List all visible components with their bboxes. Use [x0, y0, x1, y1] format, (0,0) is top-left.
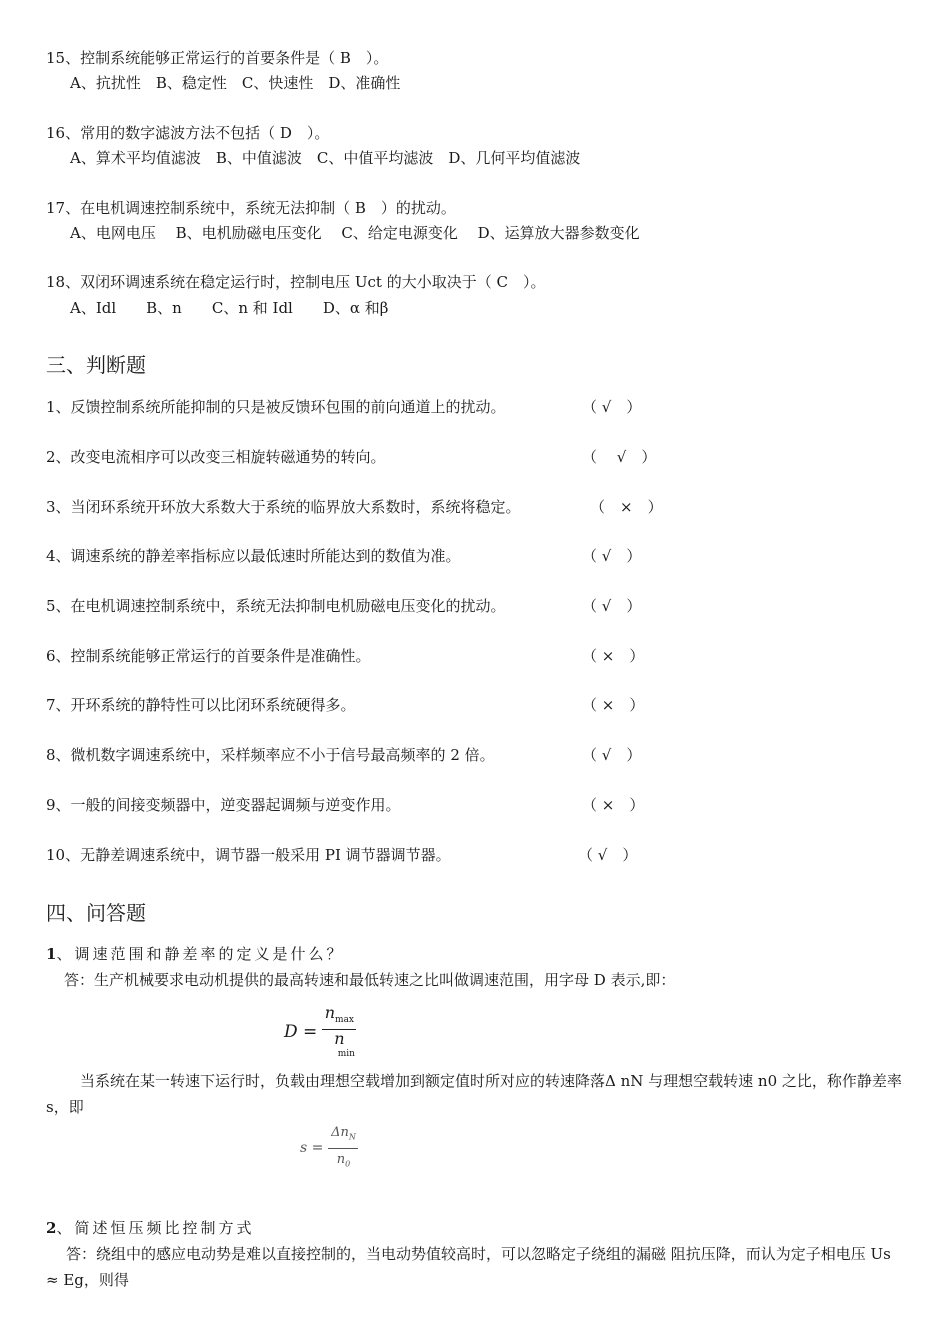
section-title-judgement: 三、判断题: [46, 353, 146, 377]
formula-1-lhs: D =: [284, 1022, 318, 1043]
tf-item-5: 5、在电机调速控制系统中，系统无法抑制电机励磁电压变化的扰动。: [46, 597, 506, 615]
tf-mark-7: （ × ）: [582, 696, 645, 714]
tf-item-1: 1、反馈控制系统所能抑制的只是被反馈环包围的前向通道上的扰动。: [46, 398, 506, 416]
qa-1-title-text: 、调速范围和静差率的定义是什么？: [56, 945, 345, 963]
formula-static-error: [300, 1124, 358, 1172]
question-16-options: A、算术平均值滤波 B、中值滤波 C、中值平均滤波 D、几何平均值滤波: [70, 149, 581, 167]
question-16: 16、常用的数字滤波方法不包括（ D ）。: [46, 124, 330, 142]
tf-mark-10: （ √ ）: [578, 846, 638, 864]
tf-item-7: 7、开环系统的静特性可以比闭环系统硬得多。: [46, 696, 356, 714]
question-18: 18、双闭环调速系统在稳定运行时，控制电压 Uct 的大小取决于（ C ）。: [46, 273, 546, 291]
tf-mark-2: （ √ ）: [582, 448, 657, 466]
tf-mark-4: （ √ ）: [582, 547, 642, 565]
tf-item-2: 2、改变电流相序可以改变三相旋转磁通势的转向。: [46, 448, 386, 466]
qa-1-number: 1: [46, 945, 57, 963]
tf-mark-8: （ √ ）: [582, 746, 642, 764]
qa-2-title-text: 、简述恒压频比控制方式: [56, 1219, 255, 1237]
formula-1-den: n: [334, 1029, 345, 1049]
tf-mark-9: （ × ）: [582, 796, 645, 814]
formula-1-fraction: [322, 1004, 356, 1060]
formula-2-den: n: [336, 1151, 346, 1167]
tf-mark-5: （ √ ）: [582, 597, 642, 615]
tf-item-10: 10、无静差调速系统中，调节器一般采用 PI 调节器调节器。: [46, 846, 451, 864]
tf-item-9: 9、一般的间接变频器中，逆变器起调频与逆变作用。: [46, 796, 401, 814]
tf-item-8: 8、微机数字调速系统中，采样频率应不小于信号最高频率的 2 倍。: [46, 746, 495, 764]
formula-2-bar: [328, 1148, 358, 1149]
formula-1-den-sub: min: [337, 1049, 355, 1060]
formula-2-num-sub: N: [348, 1132, 356, 1142]
question-17-options: A、电网电压 B、电机励磁电压变化 C、给定电源变化 D、运算放大器参数变化: [70, 224, 640, 242]
formula-1-num-sub: max: [335, 1015, 355, 1026]
tf-mark-1: （ √ ）: [582, 398, 642, 416]
qa-2-answer-1: 答：绕组中的感应电动势是难以直接控制的，当电动势值较高时，可以忽略定子绕组的漏磁 阻抗压降，而认为定子相电压 Us ≈ Eg，则得: [46, 1245, 891, 1289]
tf-mark-3: （ × ）: [590, 498, 663, 516]
question-17: 17、在电机调速控制系统中，系统无法抑制（ B ）的扰动。: [46, 199, 456, 217]
tf-item-3: 3、当闭环系统开环放大系数大于系统的临界放大系数时，系统将稳定。: [46, 498, 521, 516]
section-title-qa: 四、问答题: [46, 901, 146, 925]
tf-item-6: 6、控制系统能够正常运行的首要条件是准确性。: [46, 647, 371, 665]
formula-speed-range: [284, 1004, 356, 1060]
tf-item-4: 4、调速系统的静差率指标应以最低速时所能达到的数值为准。: [46, 547, 461, 565]
qa-1-answer-1: 答：生产机械要求电动机提供的最高转速和最低转速之比叫做调速范围，用字母 D 表示,即：: [64, 971, 676, 989]
formula-1-num: n: [324, 1003, 336, 1022]
qa-2-number: 2: [46, 1219, 57, 1237]
tf-mark-6: （ × ）: [582, 647, 645, 665]
qa-2-title: [46, 1218, 254, 1238]
qa-1-title: [46, 944, 344, 964]
formula-2-lhs: s =: [300, 1140, 324, 1157]
formula-2-den-sub: 0: [345, 1159, 351, 1169]
question-15: 15、控制系统能够正常运行的首要条件是（ B ）。: [46, 49, 389, 67]
qa-1-answer-2: 当系统在某一转速下运行时，负载由理想空载增加到额定值时所对应的转速降落Δ nN 与理想空载转速 n0 之比，称作静差率 s，即: [46, 1072, 902, 1116]
formula-2-num: Δn: [331, 1125, 349, 1140]
question-18-options: A、Idl B、n C、n 和 Idl D、α 和β: [70, 299, 389, 317]
formula-2-fraction: [328, 1124, 358, 1172]
question-15-options: A、抗扰性 B、稳定性 C、快速性 D、准确性: [70, 74, 401, 92]
